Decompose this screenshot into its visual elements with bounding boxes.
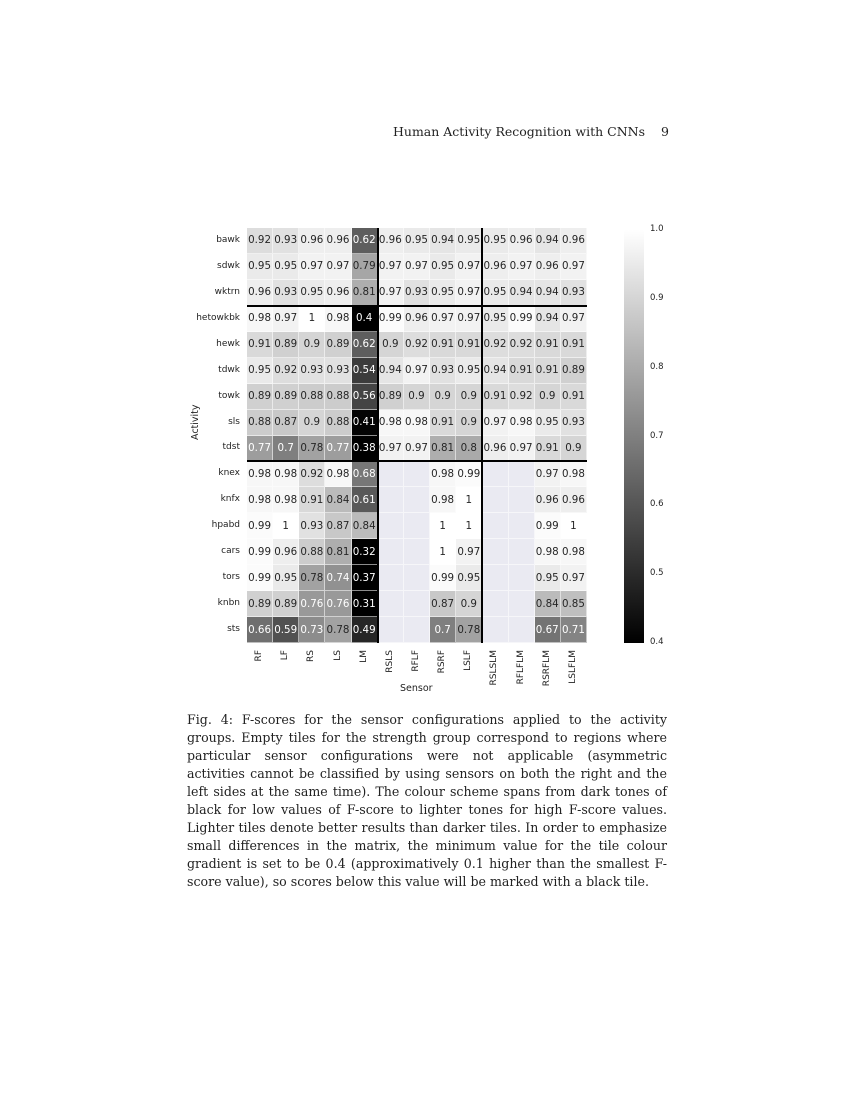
colorbar-tick-label: 1.0 bbox=[650, 224, 664, 234]
heatmap-cell: 0.97 bbox=[561, 306, 587, 332]
heatmap-cell: 0.93 bbox=[299, 513, 325, 539]
heatmap-cell: 0.98 bbox=[404, 410, 430, 436]
heatmap-cell bbox=[482, 617, 508, 643]
row-label: tdst bbox=[222, 442, 240, 453]
heatmap-cell: 0.96 bbox=[509, 228, 535, 254]
heatmap-cell: 1 bbox=[561, 513, 587, 539]
heatmap-cell bbox=[509, 487, 535, 513]
heatmap-cell: 0.76 bbox=[299, 591, 325, 617]
heatmap-cell: 0.9 bbox=[456, 591, 482, 617]
heatmap-cell: 0.96 bbox=[273, 539, 299, 565]
heatmap-cell: 0.78 bbox=[299, 565, 325, 591]
heatmap-cell: 0.79 bbox=[352, 254, 378, 280]
heatmap-cell: 0.81 bbox=[430, 436, 456, 462]
heatmap-cell: 0.95 bbox=[430, 254, 456, 280]
heatmap-cell: 0.96 bbox=[561, 487, 587, 513]
heatmap-cell: 0.84 bbox=[325, 487, 351, 513]
heatmap-cell: 0.76 bbox=[325, 591, 351, 617]
heatmap-cell: 0.89 bbox=[273, 332, 299, 358]
heatmap-cell bbox=[482, 539, 508, 565]
heatmap-cell: 0.38 bbox=[352, 436, 378, 462]
running-head: Human Activity Recognition with CNNs bbox=[393, 124, 646, 139]
row-label: hewk bbox=[216, 338, 240, 349]
heatmap-cell: 0.95 bbox=[482, 306, 508, 332]
row-label: tors bbox=[222, 572, 240, 583]
heatmap-cell: 0.94 bbox=[430, 228, 456, 254]
heatmap-cell: 0.95 bbox=[430, 280, 456, 306]
colorbar-tick-label: 0.4 bbox=[650, 637, 664, 647]
heatmap-cell: 0.68 bbox=[352, 461, 378, 487]
heatmap-cell bbox=[404, 539, 430, 565]
heatmap-cell: 0.99 bbox=[247, 539, 273, 565]
heatmap-cell: 0.97 bbox=[456, 539, 482, 565]
heatmap-cell: 0.31 bbox=[352, 591, 378, 617]
heatmap-cell: 0.92 bbox=[273, 358, 299, 384]
heatmap-cell: 0.94 bbox=[509, 280, 535, 306]
heatmap-cell: 0.91 bbox=[561, 384, 587, 410]
heatmap-cell: 0.91 bbox=[561, 332, 587, 358]
colorbar bbox=[624, 230, 644, 643]
heatmap-cell: 0.96 bbox=[535, 254, 561, 280]
heatmap-cell: 0.97 bbox=[561, 254, 587, 280]
heatmap-cell bbox=[378, 591, 404, 617]
heatmap-cell: 0.7 bbox=[430, 617, 456, 643]
heatmap-cell: 0.9 bbox=[561, 436, 587, 462]
heatmap-cell: 0.98 bbox=[561, 461, 587, 487]
heatmap-cell: 0.94 bbox=[378, 358, 404, 384]
heatmap-cell: 0.87 bbox=[430, 591, 456, 617]
row-label: knex bbox=[218, 468, 240, 479]
heatmap-cell: 0.97 bbox=[456, 280, 482, 306]
column-label: RSRFLM bbox=[541, 650, 552, 687]
heatmap-cell: 0.59 bbox=[273, 617, 299, 643]
colorbar-tick-label: 0.8 bbox=[650, 361, 664, 372]
heatmap-cell: 0.95 bbox=[404, 228, 430, 254]
heatmap-cell: 0.89 bbox=[561, 358, 587, 384]
heatmap-cell: 0.96 bbox=[561, 228, 587, 254]
heatmap-cell bbox=[378, 539, 404, 565]
heatmap-cell: 0.84 bbox=[352, 513, 378, 539]
column-label: RSLS bbox=[384, 650, 395, 673]
heatmap-cell: 0.95 bbox=[299, 280, 325, 306]
heatmap-cell: 0.92 bbox=[509, 384, 535, 410]
column-label: LF bbox=[280, 650, 291, 661]
heatmap-cell: 0.9 bbox=[299, 332, 325, 358]
heatmap-cell: 0.78 bbox=[325, 617, 351, 643]
heatmap-cell: 0.95 bbox=[273, 565, 299, 591]
heatmap-cell: 0.99 bbox=[430, 565, 456, 591]
row-label: cars bbox=[221, 546, 240, 557]
heatmap-cell: 1 bbox=[273, 513, 299, 539]
heatmap-cell: 0.89 bbox=[378, 384, 404, 410]
heatmap-cell: 0.9 bbox=[456, 410, 482, 436]
heatmap-cell: 0.92 bbox=[509, 332, 535, 358]
heatmap-cell bbox=[378, 565, 404, 591]
heatmap bbox=[247, 228, 587, 643]
heatmap-cell bbox=[378, 617, 404, 643]
heatmap-cell bbox=[482, 513, 508, 539]
heatmap-cell bbox=[404, 461, 430, 487]
heatmap-cell: 1 bbox=[456, 487, 482, 513]
heatmap-cell: 0.99 bbox=[535, 513, 561, 539]
heatmap-cell: 0.96 bbox=[482, 436, 508, 462]
heatmap-cell: 0.93 bbox=[273, 280, 299, 306]
heatmap-cell: 0.88 bbox=[325, 410, 351, 436]
heatmap-cell: 0.78 bbox=[456, 617, 482, 643]
heatmap-cell: 0.97 bbox=[378, 254, 404, 280]
heatmap-cell: 0.88 bbox=[299, 384, 325, 410]
column-label: LS bbox=[332, 650, 343, 661]
heatmap-cell: 0.92 bbox=[404, 332, 430, 358]
column-label: LM bbox=[358, 650, 369, 663]
heatmap-cell: 0.98 bbox=[247, 461, 273, 487]
heatmap-cell: 0.89 bbox=[247, 384, 273, 410]
heatmap-cell: 0.95 bbox=[535, 410, 561, 436]
heatmap-cell: 0.98 bbox=[247, 487, 273, 513]
heatmap-cell: 0.98 bbox=[430, 461, 456, 487]
heatmap-cell: 0.84 bbox=[535, 591, 561, 617]
heatmap-cell: 0.99 bbox=[378, 306, 404, 332]
heatmap-cell: 0.96 bbox=[325, 228, 351, 254]
heatmap-cell: 0.98 bbox=[273, 487, 299, 513]
heatmap-cell: 0.4 bbox=[352, 306, 378, 332]
heatmap-cell: 0.9 bbox=[535, 384, 561, 410]
heatmap-cell: 0.91 bbox=[430, 410, 456, 436]
column-label: LSLF bbox=[463, 650, 474, 671]
heatmap-cell: 0.49 bbox=[352, 617, 378, 643]
heatmap-cell: 0.91 bbox=[456, 332, 482, 358]
heatmap-cell: 0.91 bbox=[430, 332, 456, 358]
heatmap-cell: 0.8 bbox=[456, 436, 482, 462]
heatmap-cell bbox=[378, 513, 404, 539]
heatmap-cell: 0.93 bbox=[430, 358, 456, 384]
heatmap-cell: 0.98 bbox=[247, 306, 273, 332]
heatmap-cell: 0.91 bbox=[509, 358, 535, 384]
heatmap-cell: 0.9 bbox=[378, 332, 404, 358]
heatmap-cell bbox=[509, 539, 535, 565]
heatmap-cell: 0.95 bbox=[456, 358, 482, 384]
heatmap-cell: 0.7 bbox=[273, 436, 299, 462]
heatmap-cell: 0.99 bbox=[247, 565, 273, 591]
page-number: 9 bbox=[661, 124, 669, 139]
heatmap-cell: 0.93 bbox=[404, 280, 430, 306]
heatmap-cell: 0.95 bbox=[535, 565, 561, 591]
heatmap-cell: 0.73 bbox=[299, 617, 325, 643]
heatmap-cell: 0.93 bbox=[561, 410, 587, 436]
heatmap-cell bbox=[509, 513, 535, 539]
heatmap-cell: 0.89 bbox=[273, 384, 299, 410]
heatmap-cell: 0.9 bbox=[456, 384, 482, 410]
heatmap-cell: 0.97 bbox=[404, 254, 430, 280]
heatmap-cell: 0.94 bbox=[535, 228, 561, 254]
colorbar-tick-label: 0.7 bbox=[650, 430, 664, 441]
heatmap-cell: 0.97 bbox=[456, 254, 482, 280]
column-label: RFLFLM bbox=[515, 650, 526, 685]
column-label: RSRF bbox=[437, 650, 448, 674]
heatmap-cell: 0.97 bbox=[509, 436, 535, 462]
heatmap-cell: 0.71 bbox=[561, 617, 587, 643]
heatmap-cell: 0.96 bbox=[247, 280, 273, 306]
heatmap-cell: 0.95 bbox=[456, 565, 482, 591]
column-label: LSLFLM bbox=[567, 650, 578, 684]
heatmap-cell: 0.81 bbox=[325, 539, 351, 565]
colorbar-tick-label: 0.6 bbox=[650, 499, 664, 510]
row-label: hetowkbk bbox=[196, 312, 240, 323]
heatmap-cell bbox=[482, 591, 508, 617]
heatmap-cell: 0.94 bbox=[535, 306, 561, 332]
heatmap-cell: 0.96 bbox=[535, 487, 561, 513]
row-label: sts bbox=[227, 624, 240, 635]
heatmap-cell: 0.85 bbox=[561, 591, 587, 617]
heatmap-cell: 0.96 bbox=[404, 306, 430, 332]
heatmap-cell: 0.98 bbox=[378, 410, 404, 436]
row-label: sls bbox=[228, 416, 240, 427]
heatmap-cell: 0.62 bbox=[352, 332, 378, 358]
heatmap-cell: 0.99 bbox=[509, 306, 535, 332]
heatmap-cell: 0.9 bbox=[404, 384, 430, 410]
heatmap-cell: 0.96 bbox=[325, 280, 351, 306]
heatmap-cell: 0.89 bbox=[273, 591, 299, 617]
heatmap-cell: 0.96 bbox=[299, 228, 325, 254]
heatmap-cell: 0.95 bbox=[247, 358, 273, 384]
row-label: bawk bbox=[216, 234, 240, 245]
heatmap-cell bbox=[404, 513, 430, 539]
heatmap-cell bbox=[509, 591, 535, 617]
heatmap-cell: 0.98 bbox=[535, 539, 561, 565]
heatmap-cell: 0.32 bbox=[352, 539, 378, 565]
row-label: knfx bbox=[220, 494, 240, 505]
heatmap-cell: 0.87 bbox=[325, 513, 351, 539]
heatmap-cell bbox=[509, 617, 535, 643]
heatmap-cell bbox=[509, 565, 535, 591]
heatmap-cell: 0.61 bbox=[352, 487, 378, 513]
column-label: RF bbox=[254, 650, 265, 662]
colorbar-tick-label: 0.9 bbox=[650, 292, 664, 303]
heatmap-cell: 1 bbox=[430, 539, 456, 565]
heatmap-cell: 0.56 bbox=[352, 384, 378, 410]
heatmap-cell: 1 bbox=[299, 306, 325, 332]
y-axis-title: Activity bbox=[190, 404, 201, 440]
heatmap-cell: 0.97 bbox=[404, 358, 430, 384]
row-label: sdwk bbox=[217, 260, 240, 271]
heatmap-cell: 0.91 bbox=[299, 487, 325, 513]
heatmap-cell: 0.97 bbox=[430, 306, 456, 332]
x-axis-title: Sensor bbox=[400, 683, 433, 694]
heatmap-cell: 0.54 bbox=[352, 358, 378, 384]
figure-caption: Fig. 4: F-scores for the sensor configurations applied to the activity groups. Empty tiles for the strength group correspond to regions where particular sensor configurations were not applicable (asymmetric activities cannot be classified by using sensors on both the right and the left sides at the same time). The colour scheme spans from dark tones of black for low values of F-score to lighter tones for high F-score values. Lighter tiles denote better results than darker tiles. In order to emphasize small differences in the matrix, the minimum value for the tile colour gradient is set to be 0.4 (approximatively 0.1 higher than the smallest F-score value), so scores below this value will be marked with a black tile. bbox=[187, 712, 667, 889]
heatmap-cell: 0.67 bbox=[535, 617, 561, 643]
row-label: wktrn bbox=[214, 286, 240, 297]
heatmap-cell bbox=[404, 617, 430, 643]
heatmap-cell: 0.98 bbox=[325, 306, 351, 332]
heatmap-cell: 0.37 bbox=[352, 565, 378, 591]
heatmap-cell: 0.91 bbox=[535, 332, 561, 358]
row-label: tdwk bbox=[218, 364, 240, 375]
heatmap-cell: 0.9 bbox=[430, 384, 456, 410]
heatmap-cell: 0.41 bbox=[352, 410, 378, 436]
heatmap-cell: 0.77 bbox=[325, 436, 351, 462]
heatmap-cell bbox=[509, 461, 535, 487]
heatmap-cell: 1 bbox=[456, 513, 482, 539]
heatmap-cell: 0.99 bbox=[247, 513, 273, 539]
heatmap-cell: 0.95 bbox=[456, 228, 482, 254]
heatmap-cell bbox=[482, 565, 508, 591]
heatmap-cell bbox=[404, 565, 430, 591]
heatmap-cell: 0.95 bbox=[482, 228, 508, 254]
column-label: RFLF bbox=[411, 650, 421, 672]
heatmap-cell bbox=[378, 487, 404, 513]
heatmap-cell: 0.97 bbox=[378, 436, 404, 462]
heatmap-cell: 0.88 bbox=[325, 384, 351, 410]
heatmap-cell: 0.95 bbox=[247, 254, 273, 280]
group-separator-horizontal bbox=[247, 305, 587, 307]
heatmap-cell bbox=[482, 461, 508, 487]
heatmap-cell: 0.97 bbox=[535, 461, 561, 487]
heatmap-cell: 0.98 bbox=[325, 461, 351, 487]
group-separator-horizontal bbox=[247, 460, 587, 462]
heatmap-cell: 0.98 bbox=[430, 487, 456, 513]
heatmap-cell: 0.89 bbox=[247, 591, 273, 617]
heatmap-cell: 0.78 bbox=[299, 436, 325, 462]
heatmap-cell: 0.97 bbox=[378, 280, 404, 306]
heatmap-cell: 0.97 bbox=[509, 254, 535, 280]
heatmap-cell: 0.91 bbox=[535, 358, 561, 384]
heatmap-cell: 1 bbox=[430, 513, 456, 539]
column-label: RS bbox=[306, 650, 317, 662]
heatmap-cell: 0.9 bbox=[299, 410, 325, 436]
heatmap-cell: 0.96 bbox=[482, 254, 508, 280]
heatmap-cell bbox=[404, 591, 430, 617]
heatmap-cell: 0.91 bbox=[535, 436, 561, 462]
heatmap-cell: 0.97 bbox=[325, 254, 351, 280]
heatmap-cell: 0.96 bbox=[378, 228, 404, 254]
heatmap-cell: 0.88 bbox=[299, 539, 325, 565]
heatmap-cell: 0.99 bbox=[456, 461, 482, 487]
column-label: RSLSLM bbox=[489, 650, 500, 686]
heatmap-cell bbox=[378, 461, 404, 487]
heatmap-cell: 0.93 bbox=[325, 358, 351, 384]
heatmap-cell: 0.98 bbox=[561, 539, 587, 565]
heatmap-cell: 0.98 bbox=[509, 410, 535, 436]
heatmap-cell: 0.87 bbox=[273, 410, 299, 436]
group-separator-vertical bbox=[481, 228, 483, 643]
heatmap-cell: 0.97 bbox=[456, 306, 482, 332]
colorbar-tick-label: 0.5 bbox=[650, 568, 664, 579]
heatmap-cell: 0.97 bbox=[482, 410, 508, 436]
row-label: knbn bbox=[217, 598, 240, 609]
heatmap-cell: 0.91 bbox=[247, 332, 273, 358]
row-label: towk bbox=[218, 390, 240, 401]
heatmap-cell bbox=[482, 487, 508, 513]
heatmap-cell: 0.97 bbox=[273, 306, 299, 332]
heatmap-cell: 0.92 bbox=[482, 332, 508, 358]
row-label: hpabd bbox=[211, 520, 240, 531]
heatmap-cell: 0.97 bbox=[561, 565, 587, 591]
heatmap-cell: 0.93 bbox=[299, 358, 325, 384]
heatmap-cell: 0.92 bbox=[247, 228, 273, 254]
heatmap-cell: 0.91 bbox=[482, 384, 508, 410]
heatmap-cell: 0.95 bbox=[482, 280, 508, 306]
heatmap-cell: 0.92 bbox=[299, 461, 325, 487]
heatmap-cell: 0.66 bbox=[247, 617, 273, 643]
heatmap-cell: 0.97 bbox=[404, 436, 430, 462]
heatmap-cell: 0.94 bbox=[482, 358, 508, 384]
heatmap-cell: 0.81 bbox=[352, 280, 378, 306]
heatmap-cell bbox=[404, 487, 430, 513]
heatmap-cell: 0.98 bbox=[273, 461, 299, 487]
group-separator-vertical bbox=[377, 228, 379, 643]
heatmap-cell: 0.93 bbox=[273, 228, 299, 254]
heatmap-cell: 0.89 bbox=[325, 332, 351, 358]
heatmap-cell: 0.74 bbox=[325, 565, 351, 591]
heatmap-cell: 0.62 bbox=[352, 228, 378, 254]
heatmap-cell: 0.77 bbox=[247, 436, 273, 462]
heatmap-cell: 0.97 bbox=[299, 254, 325, 280]
heatmap-cell: 0.93 bbox=[561, 280, 587, 306]
heatmap-cell: 0.95 bbox=[273, 254, 299, 280]
heatmap-cell: 0.94 bbox=[535, 280, 561, 306]
heatmap-cell: 0.88 bbox=[247, 410, 273, 436]
